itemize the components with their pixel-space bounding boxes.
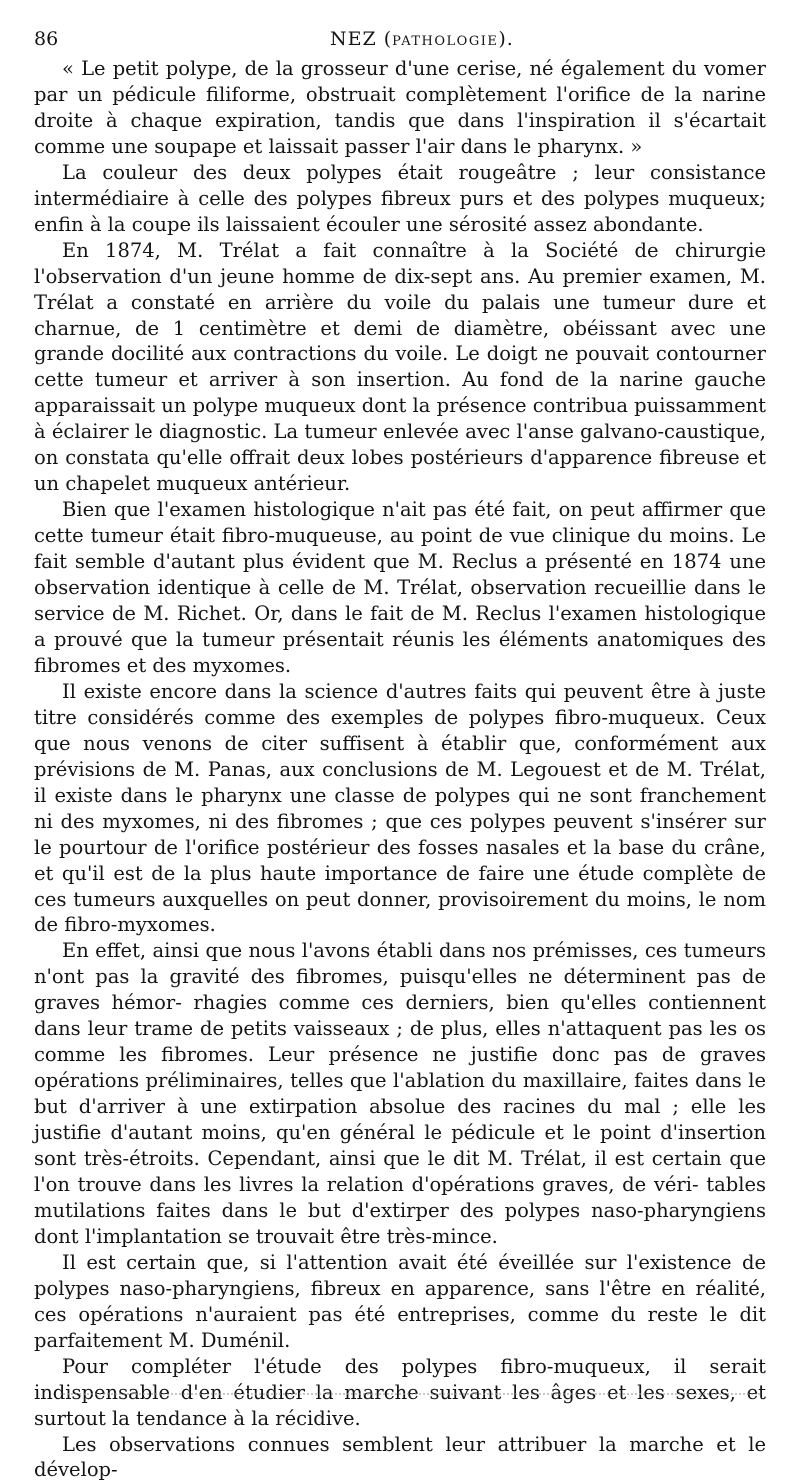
paragraph-autres-faits: Il existe encore dans la science d'autres faits qui peuvent être à juste titre considérés comme des exemples de polypes fibro-muqueux. Ceux que nous venons de citer suffisent à établir que, conformément aux prévisions de M. Panas, aux conclusions de M. Legouest et de M. Trélat, il existe dans le pharynx une classe de polypes qui ne sont franchement ni des myxomes, ni des fibromes ; que ces polypes peuvent s'insérer sur le pourtour de l'orifice postérieur des fosses nasales et la base du crâne, et qu'il est de la plus haute importance de faire une étude complète de ces tumeurs auxquelles on peut donner, provisoirement du moins, le nom de fibro-myxomes. xyxy=(34,679,766,937)
running-head xyxy=(34,22,766,56)
running-title xyxy=(330,28,514,50)
page-number: 86 xyxy=(34,28,59,50)
paragraph-quote-petit-polype: « Le petit polype, de la grosseur d'une cerise, né également du vomer par un pédicule filiforme, obstruait complètement l'orifice de la narine droite à chaque expiration, tandis que dans l'inspiration il s'écartait comme une soupape et laissait passer l'air dans le pharynx. » xyxy=(34,57,766,158)
paragraph-observations-connues: Les observations connues semblent leur attribuer la marche et le dévelop- xyxy=(34,1432,766,1482)
paragraph-attention-eveillee: Il est certain que, si l'attention avait été éveillée sur l'existence de polypes naso-pharyngiens, fibreux en apparence, sans l'être en réalité, ces opérations n'auraient pas été entreprises, comme du reste le dit parfaitement M. Duménil. xyxy=(34,1250,766,1352)
paragraph-en-effet: En effet, ainsi que nous l'avons établi dans nos prémisses, ces tumeurs n'ont pas la gravité des fibromes, puisqu'elles ne déterminent pas de graves hémor- rhagies comme ces derniers, bien qu'elles contiennent dans leur trame de petits vaisseaux ; de plus, elles n'attaquent pas les os comme les fibromes. Leur présence ne justifie donc pas de graves opérations préliminaires, telles que l'ablation du maxillaire, faites dans le but d'arriver à une extirpation absolue des racines du mal ; elle les justifie d'autant moins, qu'en général le pédicule et le point d'insertion sont très-étroits. Cependant, ainsi que le dit M. Trélat, il est certain que l'on trouve dans les livres la relation d'opérations graves, de véri- tables mutilations faites dans le but d'extirper des polypes naso-pharyngiens dont l'implantation se trouvait être très-mince. xyxy=(34,939,766,1248)
running-title-main: NEZ ( xyxy=(330,28,393,50)
paragraph-couleur-polypes: La couleur des deux polypes était rougeâtre ; leur consistance intermédiaire à celle des polypes fibreux purs et des polypes muqueux; enfin à la coupe ils laissaient écouler une sérosité assez abondante. xyxy=(34,160,766,236)
running-title-smallcaps: PATHOLOGIE xyxy=(392,34,499,49)
paragraph-trelat-1874: En 1874, M. Trélat a fait connaître à la Société de chirurgie l'observation d'un jeune homme de dix-sept ans. Au premier examen, M. Trélat a constaté en arrière du voile du palais une tumeur dure et charnue, de 1 centimètre et demi de diamètre, obéissant avec une grande docilité aux contractions du voile. Le doigt ne pouvait contourner cette tumeur et arriver à son insertion. Au fond de la narine gauche apparaissait un polype muqueux dont la présence contribua puissamment à éclairer le diagnostic. La tumeur enlevée avec l'anse galvano-caustique, on constata qu'elle offrait deux lobes postérieurs d'apparence fibreuse et un chapelet muqueux antérieur. xyxy=(34,238,767,496)
running-title-close: ). xyxy=(498,28,514,50)
paragraph-completer-etude: Pour compléter l'étude des polypes fibro-muqueux, il serait indispensable d'en étudier la marche suivant les âges et les sexes, et surtout la tendance à la récidive. xyxy=(34,1354,766,1430)
body-text xyxy=(34,56,766,1483)
print-bleed-dots xyxy=(60,1390,760,1395)
paragraph-examen-histologique: Bien que l'examen histologique n'ait pas été fait, on peut affirmer que cette tumeur était fibro-muqueuse, au point de vue clinique du moins. Le fait semble d'autant plus évident que M. Reclus a présenté en 1874 une observation identique à celle de M. Trélat, observation recueillie dans le service de M. Richet. Or, dans le fait de M. Reclus l'examen histologique a prouvé que la tumeur présentait réunis les éléments anatomiques des fibromes et des myxomes. xyxy=(34,498,766,677)
